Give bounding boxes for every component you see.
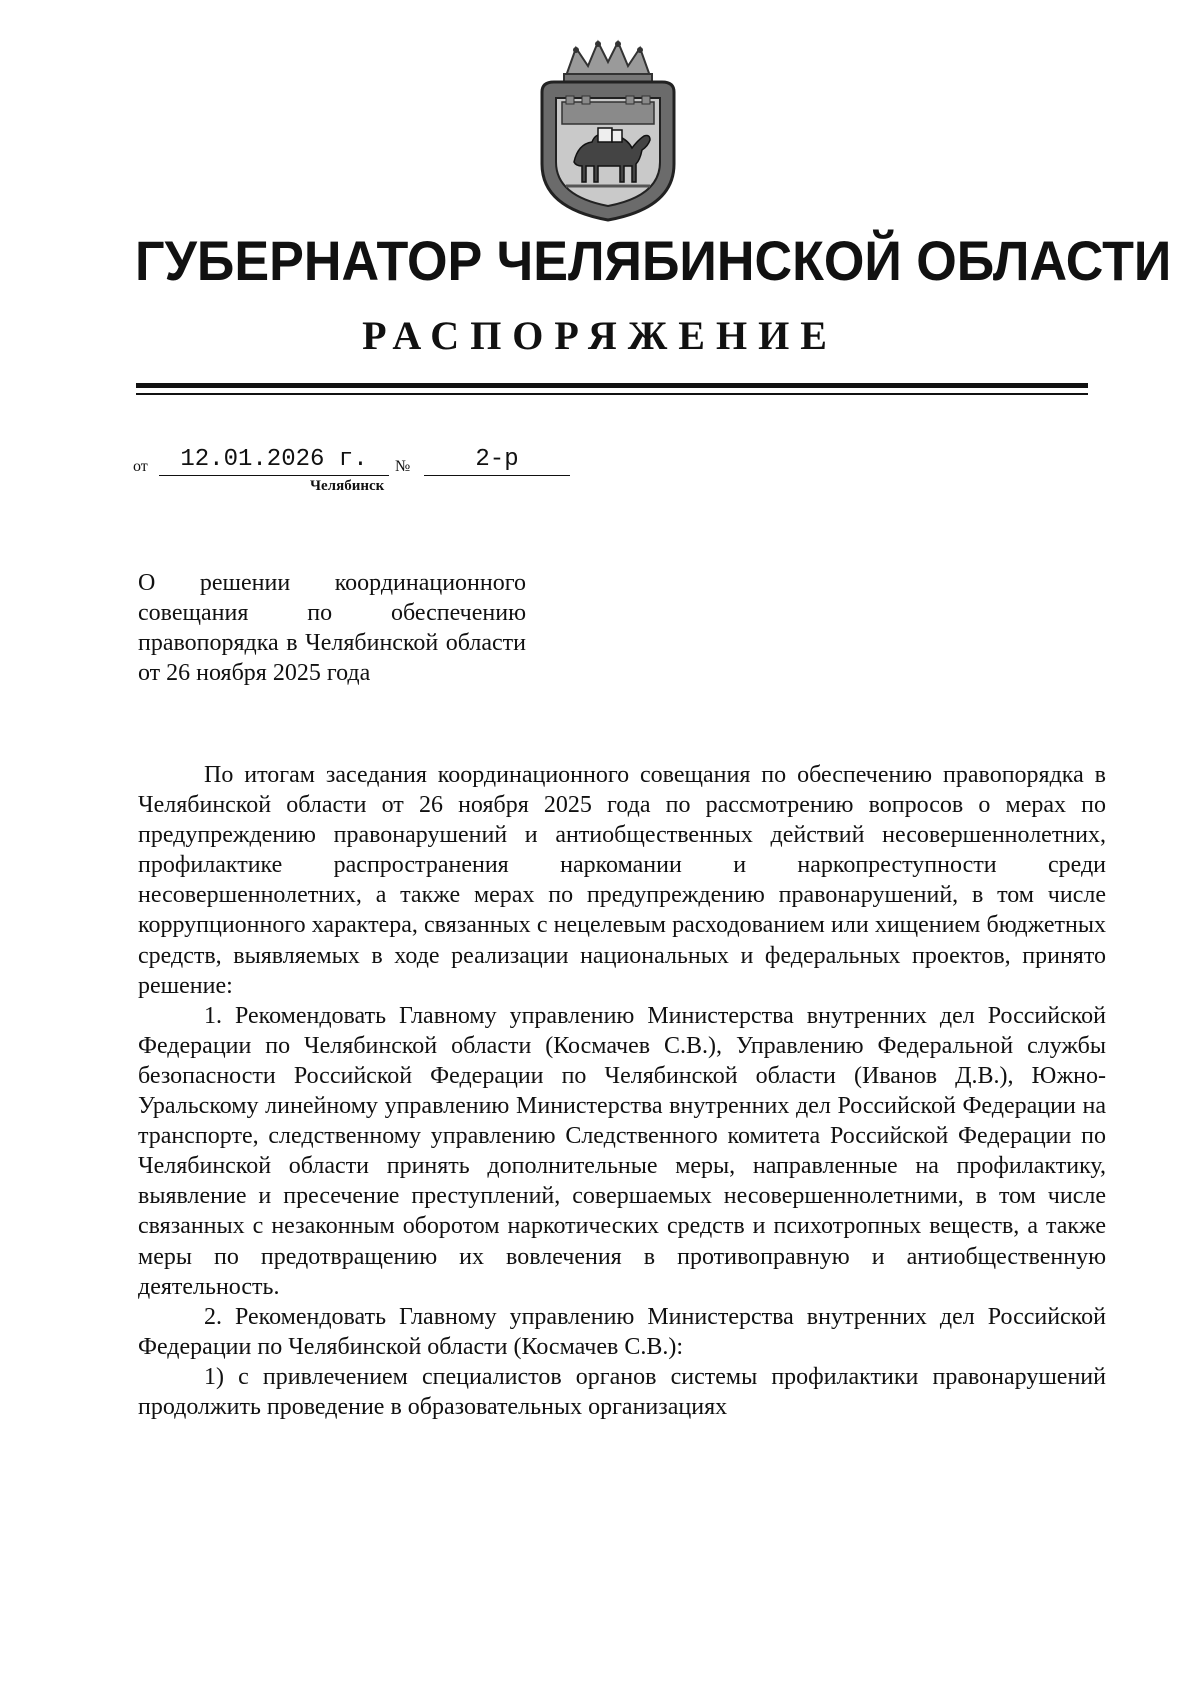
date-label: от — [133, 458, 148, 475]
document-subject: О решении координационного совещания по обеспечению правопорядка в Челябинской области от 26 ноября 2025 года — [138, 570, 526, 686]
header-divider-thin — [136, 393, 1088, 395]
document-number: 2-р — [424, 446, 570, 476]
number-label: № — [395, 458, 411, 475]
intro-paragraph: По итогам заседания координационного совещания по обеспечению правопорядка в Челябинской области от 26 ноября 2025 года по рассмотрению вопросов о мерах по предупреждению правонарушений и антиобщественных действий несовершеннолетних, профилактике распространения наркомании и наркопреступности среди несовершеннолетних, а также мерах по предупреждению правонарушений, в том числе коррупционного характера, связанных с нецелевым расходованием или хищением бюджетных средств, выявляемых в ходе реализации национальных и федеральных проектов, принято решение: — [138, 762, 1106, 999]
item-1-paragraph: 1. Рекомендовать Главному управлению Министерства внутренних дел Российской Федерации по Челябинской области (Космачев С.В.), Управлению Федеральной службы безопасности Российской Федерации по Челябинской области (Иванов Д.В.), Южно-Уральскому линейному управлению Министерства внутренних дел Российской Федерации на транспорте, следственному управлению Следственного комитета Российской Федерации по Челябинской области принять дополнительные меры, направленные на профилактику, выявление и пресечение преступлений, совершаемых несовершеннолетними, в том числе связанных с незаконным оборотом наркотических средств и психотропных веществ, а также меры по предотвращению их вовлечения в противоправную и антиобщественную деятельность. — [138, 1002, 1106, 1300]
issuer-title: ГУБЕРНАТОР ЧЕЛЯБИНСКОЙ ОБЛАСТИ — [135, 229, 1172, 292]
document-date: 12.01.2026 г. — [159, 446, 389, 476]
document-body — [138, 760, 1106, 1422]
document-type: РАСПОРЯЖЕНИЕ — [362, 313, 838, 358]
item-2-1-paragraph: 1) с привлечением специалистов органов системы профилактики правонарушений продолжить проведение в образовательных организациях — [138, 1363, 1106, 1420]
coat-of-arms-icon — [532, 36, 684, 222]
item-2-paragraph: 2. Рекомендовать Главному управлению Министерства внутренних дел Российской Федерации по Челябинской области (Космачев С.В.): — [138, 1303, 1106, 1360]
header-divider — [136, 383, 1088, 388]
issue-place: Челябинск — [310, 478, 385, 494]
